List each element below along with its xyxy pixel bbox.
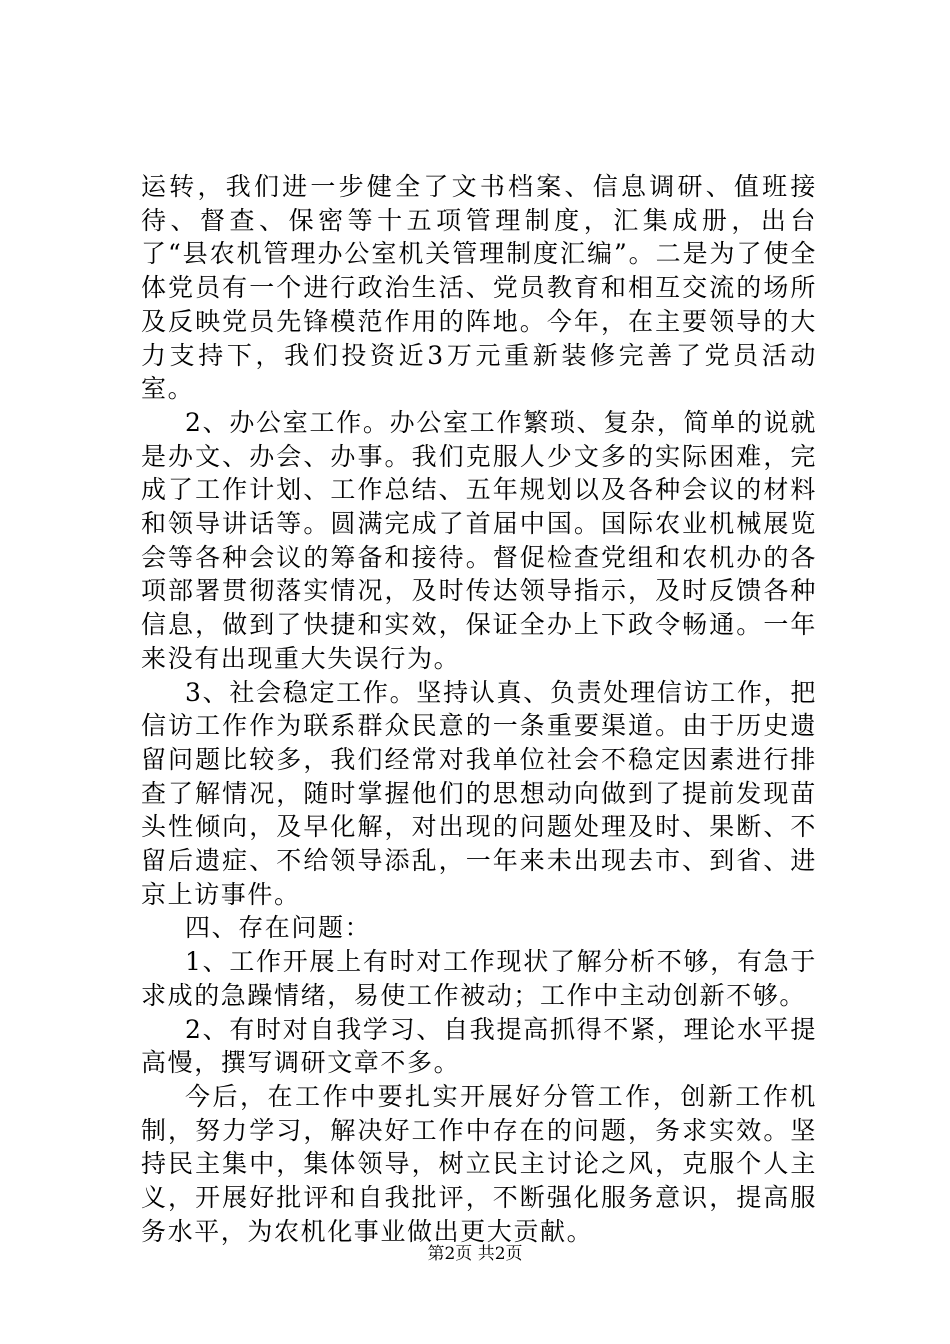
body-paragraph: 2、有时对自我学习、自我提高抓得不紧，理论水平提高慢，撰写调研文章不多。 [141,1014,817,1078]
body-paragraph: 2、办公室工作。办公室工作繁琐、复杂，简单的说就是办文、办会、办事。我们克服人少文多的实际困难，完成了工作计划、工作总结、五年规划以及各种会议的材料和领导讲话等。圆满完成了首届中国。国际农业机械展览会等各种会议的筹备和接待。督促检查党组和农机办的各项部署贯彻落实情况，及时传达领导指示，及时反馈各种信息，做到了快捷和实效，保证全办上下政令畅通。一年来没有出现重大失误行为。 [141,407,817,673]
document-body [141,170,817,1249]
body-paragraph: 今后，在工作中要扎实开展好分管工作，创新工作机制，努力学习，解决好工作中存在的问题，务求实效。坚持民主集中，集体领导，树立民主讨论之风，克服个人主义，开展好批评和自我批评，不断强化服务意识，提高服务水平，为农机化事业做出更大贡献。 [141,1081,817,1246]
page-footer: 第2页 共2页 [427,1244,523,1264]
body-paragraph: 运转，我们进一步健全了文书档案、信息调研、值班接待、督查、保密等十五项管理制度，汇集成册，出台了“县农机管理办公室机关管理制度汇编”。二是为了使全体党员有一个进行政治生活、党员教育和相互交流的场所及反映党员先锋模范作用的阵地。今年，在主要领导的大力支持下，我们投资近3万元重新装修完善了党员活动室。 [141,172,817,404]
body-paragraph: 1、工作开展上有时对工作现状了解分析不够，有急于求成的急躁情绪，易使工作被动；工作中主动创新不够。 [141,947,817,1010]
body-paragraph: 3、社会稳定工作。坚持认真、负责处理信访工作，把信访工作作为联系群众民意的一条重要渠道。由于历史遗留问题比较多，我们经常对我单位社会不稳定因素进行排查了解情况，随时掌握他们的思想动向做到了提前发现苗头性倾向，及早化解，对出现的问题处理及时、果断、不留后遗症、不给领导添乱，一年来未出现去市、到省、进京上访事件。 [141,677,817,909]
section-heading: 四、存在问题： [185,913,372,943]
